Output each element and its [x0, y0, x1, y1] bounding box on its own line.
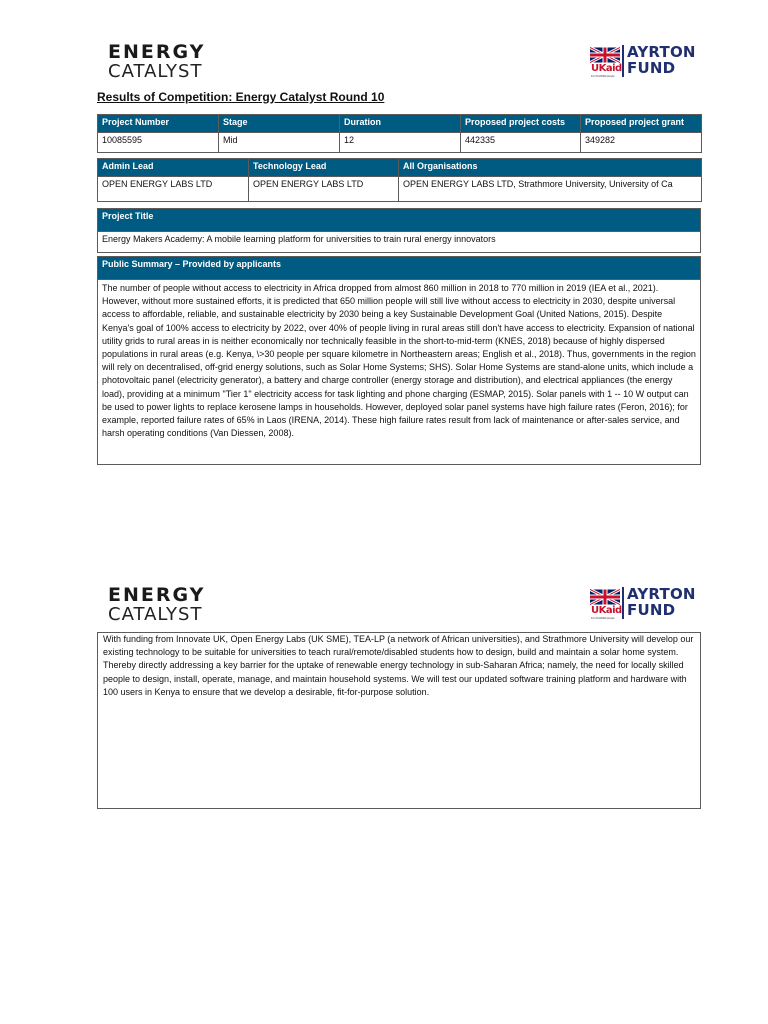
- table-header-row: [98, 115, 702, 133]
- ukaid-subtext: from the British people: [591, 74, 615, 78]
- document-title: Results of Competition: Energy Catalyst Round 10: [97, 90, 385, 104]
- table-header-row: [98, 209, 701, 232]
- table-row: [98, 133, 702, 153]
- ukaid-logo: [591, 605, 622, 620]
- ayrton-text: AYRTON: [627, 585, 696, 603]
- public-summary-continuation: With funding from Innovate UK, Open Energy Labs (UK SME), TEA-LP (a network of African universities), and Strathmore University will develop our existing technology to be suitable for universities to teach rural/remote/disabled students how to design, build and maintain a solar home system. Thereby directly addressing a key barrier for the uptake of renewable energy technology in sub-Saharan Africa; namely, the need for locally skilled people to design, install, operate, manage, and maintain household systems. We will test our updated software training platform and hardware with 100 users in Kenya to ensure that we develop a desirable, fit-for-purpose solution.: [97, 632, 701, 809]
- table-row: [98, 232, 701, 253]
- project-title-value: Energy Makers Academy: A mobile learning platform for universities to train rural energy innovators: [98, 232, 701, 253]
- header-project-title: Project Title: [98, 209, 701, 232]
- duration-value: 12: [340, 133, 461, 153]
- union-jack-icon: [590, 47, 620, 63]
- ayrton-fund-logo: [590, 585, 696, 622]
- logo-energy-text: ENERGY: [108, 584, 206, 606]
- fund-text: FUND: [627, 59, 676, 77]
- fund-text: FUND: [627, 601, 676, 619]
- proposed-costs-value: 442335: [461, 133, 581, 153]
- ukaid-logo: [591, 63, 622, 78]
- ukaid-text: UKaid: [591, 605, 622, 616]
- energy-catalyst-logo: [108, 43, 205, 81]
- logo-energy-text: ENERGY: [108, 41, 206, 63]
- ayrton-fund-text: [627, 44, 696, 76]
- logo-divider: [622, 587, 624, 619]
- ayrton-text: AYRTON: [627, 43, 696, 61]
- union-jack-icon: [590, 589, 620, 605]
- table-row: [98, 177, 702, 202]
- ukaid-subtext: from the British people: [591, 616, 615, 620]
- header-public-summary: Public Summary – Provided by applicants: [98, 257, 701, 280]
- project-details-table: [97, 114, 702, 153]
- technology-lead-value: OPEN ENERGY LABS LTD: [249, 177, 399, 202]
- ayrton-fund-logo: [590, 43, 696, 80]
- proposed-grant-value: 349282: [581, 133, 702, 153]
- admin-lead-value: OPEN ENERGY LABS LTD: [98, 177, 249, 202]
- logo-catalyst-text: CATALYST: [108, 604, 203, 625]
- table-header-row: [98, 159, 702, 177]
- all-organisations-value: OPEN ENERGY LABS LTD, Strathmore University, University of Ca: [399, 177, 702, 202]
- header-proposed-costs: Proposed project costs: [461, 115, 581, 133]
- header-all-organisations: All Organisations: [399, 159, 702, 177]
- organisations-table: [97, 158, 702, 202]
- project-title-table: [97, 208, 701, 253]
- public-summary-table: [97, 256, 701, 465]
- header-technology-lead: Technology Lead: [249, 159, 399, 177]
- header-proposed-grant: Proposed project grant: [581, 115, 702, 133]
- header-admin-lead: Admin Lead: [98, 159, 249, 177]
- table-row: [98, 280, 701, 465]
- header-stage: Stage: [219, 115, 340, 133]
- energy-catalyst-logo: [108, 586, 205, 624]
- public-summary-text: The number of people without access to electricity in Africa dropped from almost 860 million in 2018 to 770 million in 2019 (IEA et al., 2021). However, without more sustained efforts, it is predicted that 650 million people will still live without access to electricity in 2030, despite universal access to affordable, reliable, and sustainable electricity by 2030 being a key Sustainable Development Goal (United Nations, 2015). Despite Kenya's goal of 100% access to electricity by 2022, over 40% of people living in rural areas still don't have access to electricity. Expansion of national utility grids to rural areas in is neither economically nor technically feasible in the short-to-mid-term (KNES, 2018) because of highly dispersed populations in rural areas (e.g. Kenya, \>30 people per square kilometre in Northeastern areas; English et al., 2018). Thus, governments in the region will rely on decentralised, off-grid energy solutions, such as Solar Home Systems; SHS). Solar Home Systems are stand-alone units, which include a photovoltaic panel (electricity generator), a battery and charge controller (energy storage and distribution), and electrical appliances (the energy load), providing at a minimum "Tier 1" electricity access for task lighting and phone charging (ESMAP, 2015). Solar panels with 1 -- 10 W output can be used to power lights to replace kerosene lamps in households. However, deployed solar panel systems have high failure rates (Feron, 2016); for example, reported failure rates of 65% in Laos (IRENA, 2014). These high failure rates result from lack of maintenance or after-sales service, and harsh operating conditions (Van Diessen, 2008).: [98, 280, 701, 465]
- project-number-value: 10085595: [98, 133, 219, 153]
- ukaid-text: UKaid: [591, 63, 622, 74]
- logo-divider: [622, 45, 624, 77]
- ayrton-fund-text: [627, 586, 696, 618]
- header-duration: Duration: [340, 115, 461, 133]
- header-project-number: Project Number: [98, 115, 219, 133]
- logo-catalyst-text: CATALYST: [108, 61, 203, 82]
- table-header-row: [98, 257, 701, 280]
- stage-value: Mid: [219, 133, 340, 153]
